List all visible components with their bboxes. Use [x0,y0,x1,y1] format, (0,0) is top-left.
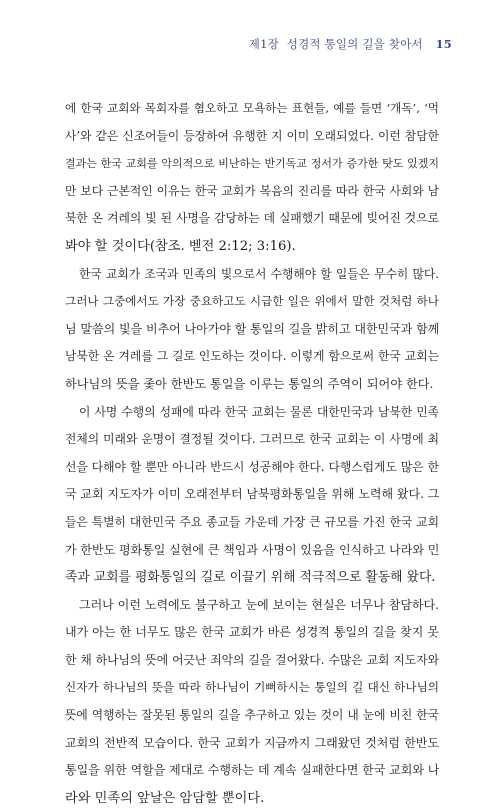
paragraph [65,261,439,399]
text-line: 한 채 하나님의 뜻에 어긋난 죄악의 길을 걸어왔다. 수많은 교회 지도자와 [65,652,439,667]
text-line: 뜻에 역행하는 잘못된 통일의 길을 추구하고 있는 것이 내 눈에 비친 한국 [65,708,439,723]
text-line: 에 한국 교회와 목회자를 혐오하고 모욕하는 표현들, 예를 들면 ‘개독’, ‘먹 [65,101,439,115]
text-line: 국 교회 지도자가 이미 오래전부터 남북평화통일을 위해 노력해 왔다. 그 [65,487,439,502]
body-text [65,95,439,812]
running-header [249,36,452,52]
text-line: 만 보다 근본적인 이유는 한국 교회가 복음의 진리를 따라 한국 사회와 남 [65,183,439,198]
chapter-title: 성경적 통일의 길을 찾아서 [286,37,423,51]
paragraph [65,95,439,261]
text-line: 교회의 전반적 모습이다. 한국 교회가 지금까지 그래왔던 것처럼 한반도 [65,735,439,750]
text-line: 그러나 그중에서도 가장 중요하고도 시급한 일은 위에서 말한 것처럼 하나 [65,294,439,309]
text-line: 사’와 같은 신조어들이 등장하여 유행한 지 이미 오래되었다. 이런 참담한 [65,128,439,143]
text-line: 들은 특별히 대한민국 주요 종교들 가운데 가장 큰 규모를 가진 한국 교회 [65,514,439,529]
text-line: 신자가 하나님의 뜻을 따라 하나님이 기뻐하시는 통일의 길 대신 하나님의 [65,680,439,695]
text-line: 라와 민족의 앞날은 암담할 뿐이다. [65,790,265,806]
text-line: 님 말씀의 빛을 비추어 나아가야 할 통일의 길을 밝히고 대한민국과 함께 [65,321,439,336]
text-line: 전체의 미래와 운명이 결정될 것이다. 그러므로 한국 교회는 이 사명에 최 [65,432,439,447]
text-line: 내가 아는 한 너무도 많은 한국 교회가 바른 성경적 통일의 길을 찾지 못 [65,625,439,640]
text-line: 북한 온 겨레의 빛 된 사명을 감당하는 데 실패했기 때문에 빚어진 것으로 [65,211,439,226]
text-line: 결과는 한국 교회를 악의적으로 비난하는 반기독교 정서가 증가한 탓도 있겠지 [65,157,439,171]
page-number: 15 [435,37,452,51]
text-line: 그러나 이런 노력에도 불구하고 눈에 보이는 현실은 너무나 참담하다. [79,597,439,612]
text-line: 이 사명 수행의 성패에 따라 한국 교회는 물론 대한민국과 남북한 민족 [79,404,439,419]
chapter-label: 제1장 [248,37,279,51]
paragraph [65,592,439,812]
paragraph [65,399,439,592]
text-line: 가 한반도 평화통일 실현에 큰 책임과 사명이 있음을 인식하고 나라와 민 [65,542,439,557]
text-line: 남북한 온 겨레를 그 길로 인도하는 것이다. 이렇게 함으로써 한국 교회는 [65,349,439,364]
text-line: 한국 교회가 조국과 민족의 빛으로서 수행해야 할 일들은 무수히 많다. [79,266,439,281]
text-line: 하나님의 뜻을 좇아 한반도 통일을 이루는 통일의 주역이 되어야 한다. [65,376,434,391]
text-line: 선을 다해야 할 뿐만 아니라 반드시 성공해야 한다. 다행스럽게도 많은 한 [65,459,439,474]
text-line: 통일을 위한 역할을 제대로 수행하는 데 계속 실패한다면 한국 교회와 나 [65,763,439,778]
text-line: 족과 교회를 평화통일의 길로 이끌기 위해 적극적으로 활동해 왔다. [65,570,436,586]
text-line: 봐야 할 것이다(참조. 벧전 2:12; 3:16). [65,238,296,254]
